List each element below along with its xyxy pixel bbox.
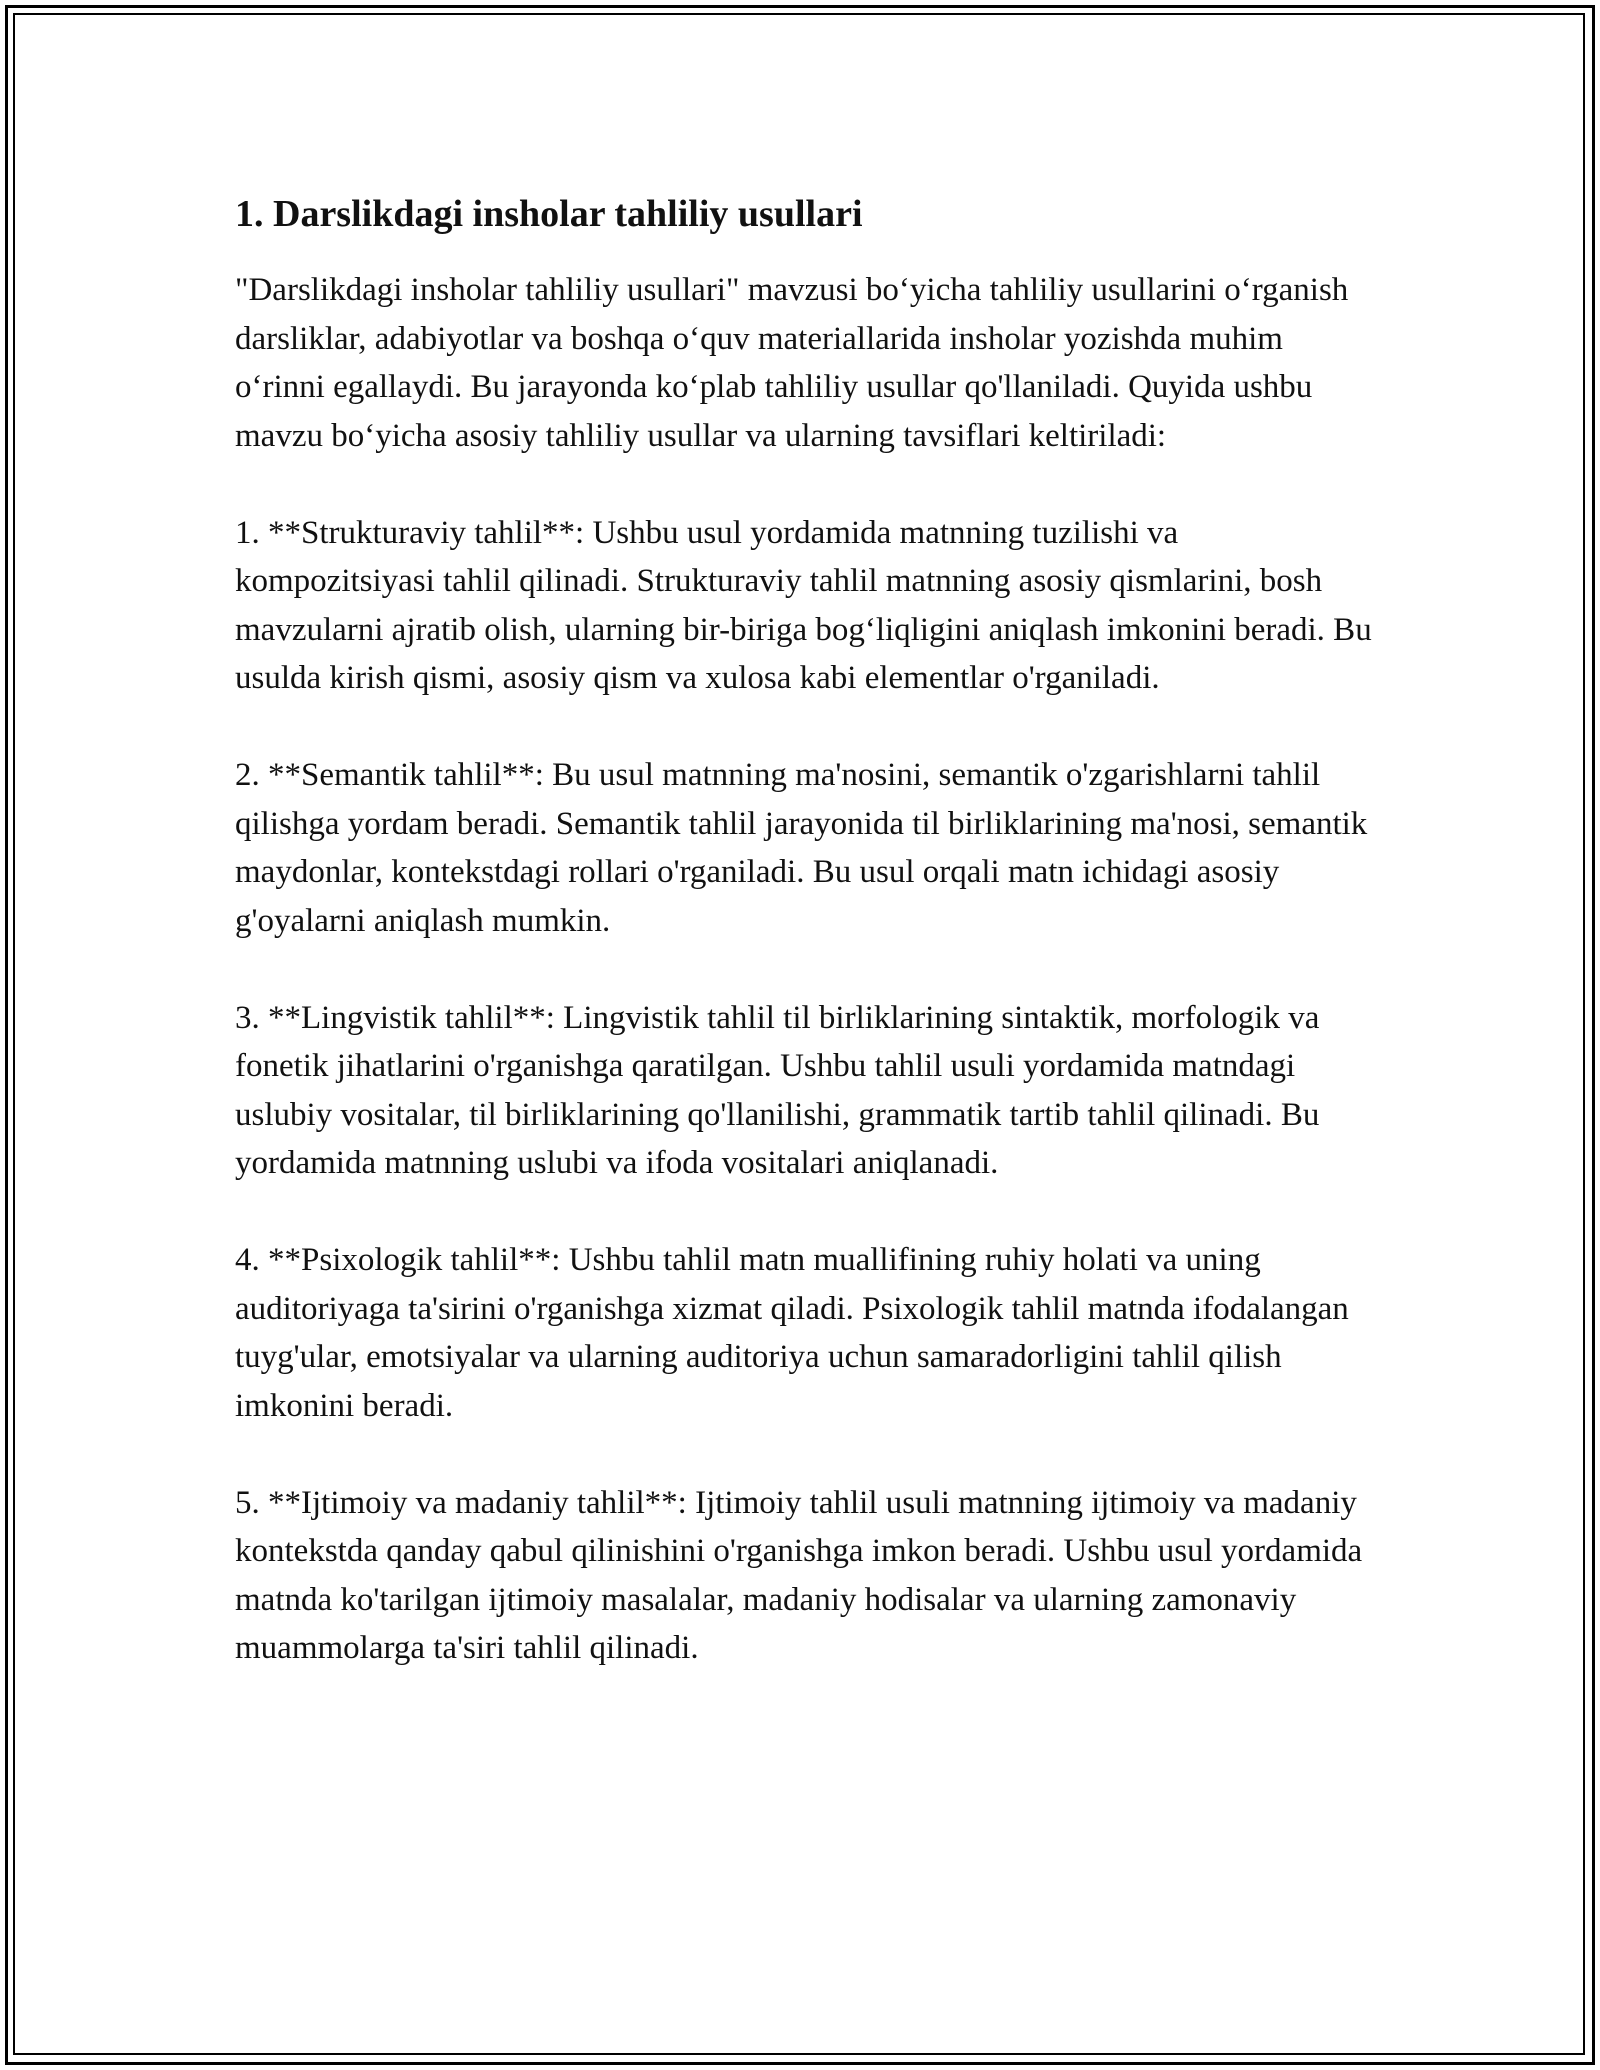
- document-body: [235, 188, 1380, 1721]
- paragraph-linguistic-analysis: 3. **Lingvistik tahlil**: Lingvistik tahlil til birliklarining sintaktik, morfologik va fonetik jihatlarini o'rganishga qaratilgan. Ushbu tahlil usuli yordamida matndagi uslubiy vositalar, til birliklarining qo'llanilishi, grammatik tartib tahlil qilinadi. Bu yordamida matnning uslubi va ifoda vositalari aniqlanadi.: [235, 999, 1320, 1181]
- paragraph-semantic-analysis: 2. **Semantik tahlil**: Bu usul matnning ma'nosini, semantik o'zgarishlarni tahlil qilishga yordam beradi. Semantik tahlil jarayonida til birliklarining ma'nosi, semantik maydonlar, kontekstdagi rollari o'rganiladi. Bu usul orqali matn ichidagi asosiy g'oyalarni aniqlash mumkin.: [235, 757, 1368, 939]
- document-title: 1. Darslikdagi insholar tahliliy usullari: [235, 193, 863, 235]
- intro-paragraph: "Darslikdagi insholar tahliliy usullari" mavzusi boʻyicha tahliliy usullarini oʻrganish darsliklar, adabiyotlar va boshqa oʻquv materiallarida insholar yozishda muhim oʻrinni egallaydi. Bu jarayonda koʻplab tahliliy usullar qo'llaniladi. Quyida ushbu mavzu boʻyicha asosiy tahliliy usullar va ularning tavsiflari keltiriladi:: [235, 272, 1349, 454]
- paragraph-structural-analysis: 1. **Strukturaviy tahlil**: Ushbu usul yordamida matnning tuzilishi va kompozitsiyasi tahlil qilinadi. Strukturaviy tahlil matnning asosiy qismlarini, bosh mavzularni ajratib olish, ularning bir-biriga bogʻliqligini aniqlash imkonini beradi. Bu usulda kirish qismi, asosiy qism va xulosa kabi elementlar o'rganiladi.: [235, 514, 1372, 696]
- paragraph-psychological-analysis: 4. **Psixologik tahlil**: Ushbu tahlil matn muallifining ruhiy holati va uning auditoriyaga ta'sirini o'rganishga xizmat qiladi. Psixologik tahlil matnda ifodalangan tuyg'ular, emotsiyalar va ularning auditoriya uchun samaradorligini tahlil qilish imkonini beradi.: [235, 1242, 1349, 1424]
- paragraph-social-cultural-analysis: 5. **Ijtimoiy va madaniy tahlil**: Ijtimoiy tahlil usuli matnning ijtimoiy va madaniy kontekstda qanday qabul qilinishini o'rganishga imkon beradi. Ushbu usul yordamida matnda ko'tarilgan ijtimoiy masalalar, madaniy hodisalar va ularning zamonaviy muammolarga ta'siri tahlil qilinadi.: [235, 1484, 1363, 1666]
